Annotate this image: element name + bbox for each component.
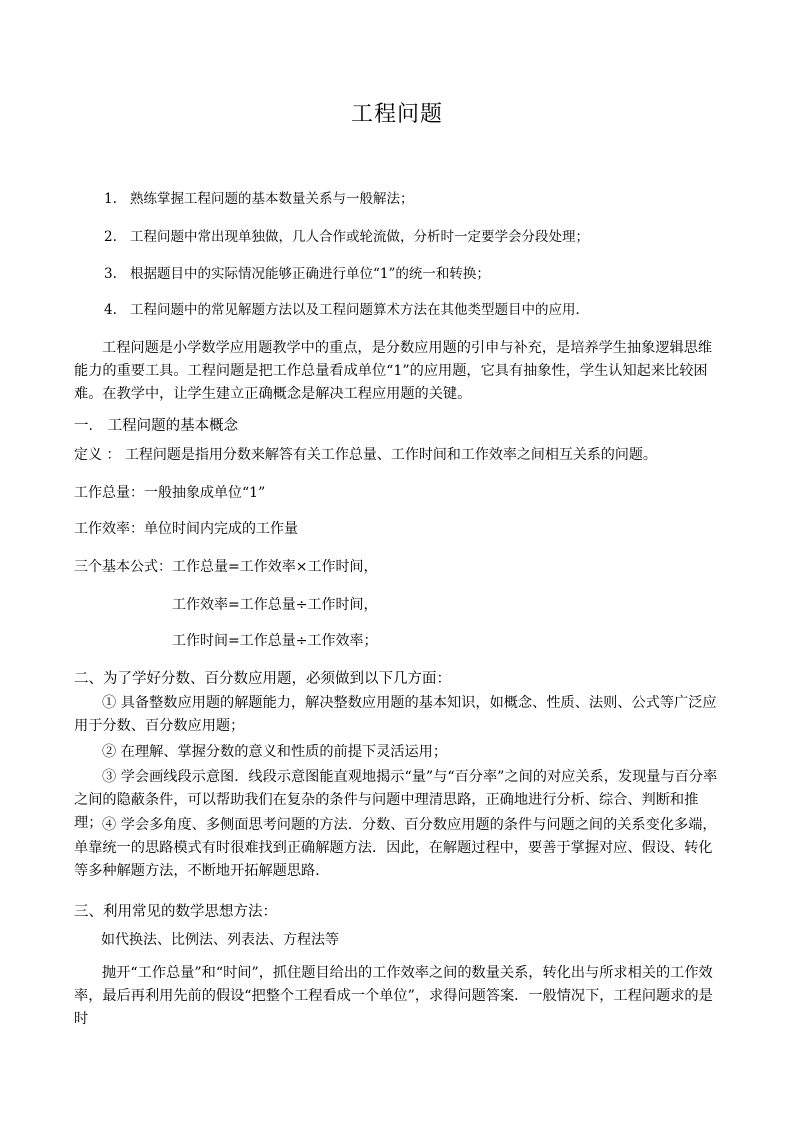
formula-line: 工作总量=工作效率×工作时间， (172, 559, 378, 575)
point-paragraph: ① 具备整数应用题的解题能力，解决整数应用题的基本知识，如概念、性质、法则、公式等广泛应用于分数、百分数应用题； (74, 695, 717, 734)
section3-paragraph: 抛开“工作总量”和“时间”，抓住题目给出的工作效率之间的数量关系，转化出与所求相关的工作效率，最后再利用先前的假设“把整个工程看成一个单位”，求得问题答案．一般情况下，工程问题求的是时 (74, 965, 713, 1027)
objective-number: 4. (104, 302, 117, 318)
objective-text: 熟练掌握工程问题的基本数量关系与一般解法； (130, 191, 414, 207)
objective-item (104, 225, 589, 245)
objective-item (104, 262, 490, 282)
point-paragraph: ④ 学会多角度、多侧面思考问题的方法．分数、百分数应用题的条件与问题之间的关系变化多端，单靠统一的思路模式有时很难找到正确解题方法．因此，在解题过程中，要善于掌握对应、假设、转化等多种解题方法，不断地开拓解题思路． (74, 817, 717, 879)
intro-paragraph: 工程问题是小学数学应用题教学中的重点，是分数应用题的引申与补充，是培养学生抽象逻辑思维能力的重要工具。工程问题是把工作总量看成单位“1”的应用题，它具有抽象性，学生认知起来比较困难。在教学中，让学生建立正确概念是解决工程应用题的关键。 (74, 340, 713, 402)
definition-text: 定义 ： 工程问题是指用分数来解答有关工作总量、工作时间和工作效率之间相互关系的问题。 (74, 447, 657, 463)
section-heading: 一． 工程问题的基本概念 (74, 418, 239, 434)
formulas-label: 三个基本公式： (74, 559, 172, 575)
point-paragraph: ② 在理解、掌握分数的意义和性质的前提下灵活运用； (102, 744, 448, 760)
page-title: 工程问题 (350, 102, 443, 127)
objective-number: 2. (104, 229, 117, 245)
objective-number: 3. (104, 266, 117, 282)
methods-text: 如代换法、比例法、列表法、方程法等 (101, 932, 339, 948)
objective-text: 工程问题中的常见解题方法以及工程问题算术方法在其他类型题目中的应用． (130, 302, 589, 318)
objective-item (104, 187, 414, 207)
objective-item (104, 298, 589, 318)
work-efficiency-text: 工作效率：单位时间内完成的工作量 (74, 521, 298, 537)
objective-text: 根据题目中的实际情况能够正确进行单位“1”的统一和转换； (130, 266, 490, 282)
formula-line: 工作效率=工作总量÷工作时间， (172, 597, 378, 613)
work-total-text: 工作总量：一般抽象成单位“1” (74, 485, 266, 501)
section-heading: 三、利用常见的数学思想方法： (74, 904, 277, 920)
point-paragraph: ③ 学会画线段示意图．线段示意图能直观地揭示“量”与“百分率”之间的对应关系，发现量与百分率之间的隐蔽条件，可以帮助我们在复杂的条件与问题中理清思路，正确地进行分析、综合、判断和推理； (74, 769, 718, 831)
objective-number: 1. (104, 191, 117, 207)
formula-line: 工作时间=工作总量÷工作效率； (172, 633, 378, 649)
section-heading: 二、为了学好分数、百分数应用题，必须做到以下几方面： (74, 671, 451, 687)
objective-text: 工程问题中常出现单独做，几人合作或轮流做，分析时一定要学会分段处理； (130, 229, 589, 245)
